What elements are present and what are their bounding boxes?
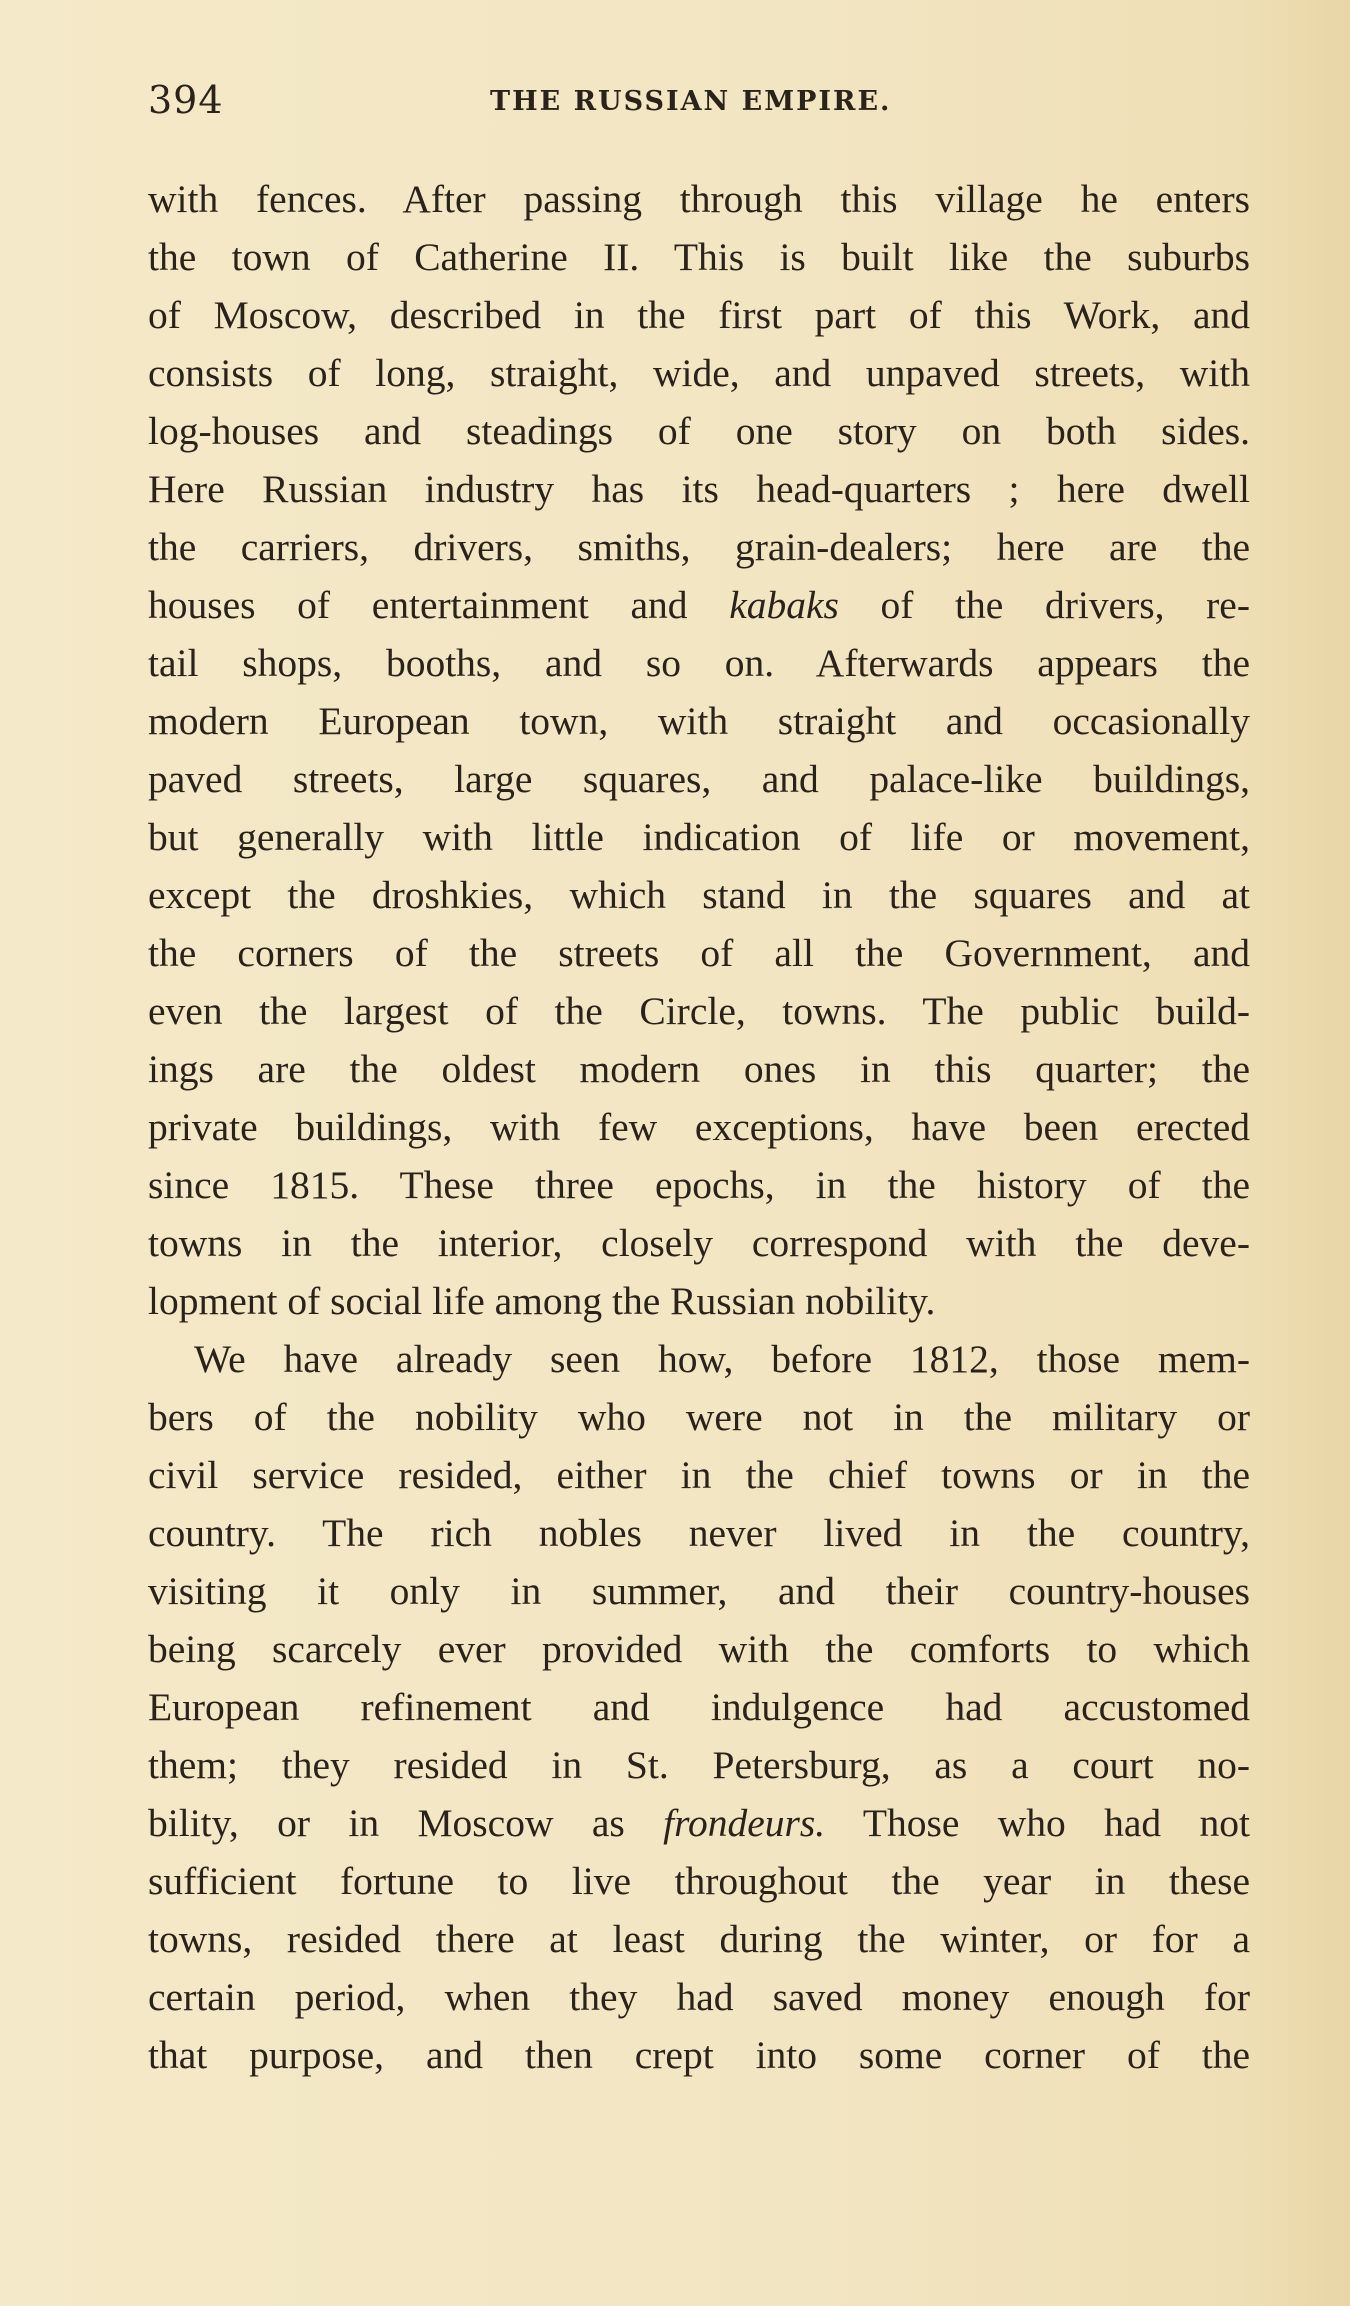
- text-line: sufficient fortune to live throughout the year in these: [148, 1859, 1250, 1903]
- text-line: but generally with little indication of life or movement,: [148, 815, 1250, 859]
- text-line: Here Russian industry has its head-quarters ; here dwell: [148, 467, 1250, 511]
- text-line: them; they resided in St. Petersburg, as a court no-: [148, 1743, 1250, 1787]
- text-segment: of the drivers, re-: [838, 583, 1250, 627]
- text-line: with fences. After passing through this village he enters: [148, 177, 1250, 221]
- text-line: log-houses and steadings of one story on both sides.: [148, 409, 1250, 453]
- text-line: bers of the nobility who were not in the military or: [148, 1395, 1250, 1439]
- text-line: European refinement and indulgence had accustomed: [148, 1685, 1250, 1729]
- text-line: consists of long, straight, wide, and unpaved streets, with: [148, 351, 1250, 395]
- text-line-with-italic: [148, 576, 1250, 634]
- text-line-with-italic: [148, 1794, 1250, 1852]
- text-line: ings are the oldest modern ones in this quarter; the: [148, 1047, 1250, 1091]
- text-line: except the droshkies, which stand in the squares and at: [148, 873, 1250, 917]
- page-number: 394: [148, 78, 224, 122]
- text-line: that purpose, and then crept into some corner of the: [148, 2033, 1250, 2077]
- text-line: of Moscow, described in the first part of this Work, and: [148, 293, 1250, 337]
- text-segment: houses of entertainment and: [148, 583, 730, 627]
- text-line: paved streets, large squares, and palace-like buildings,: [148, 757, 1250, 801]
- text-line: visiting it only in summer, and their country-houses: [148, 1569, 1250, 1613]
- italic-term: kabaks: [729, 583, 839, 627]
- running-title: THE RUSSIAN EMPIRE.: [490, 86, 892, 117]
- text-line: modern European town, with straight and occasionally: [148, 699, 1250, 743]
- running-head: [148, 78, 1248, 138]
- text-line: being scarcely ever provided with the comforts to which: [148, 1627, 1250, 1671]
- text-segment: bility, or in Moscow as: [148, 1801, 664, 1845]
- paragraph-last-line: lopment of social life among the Russian nobility.: [148, 1279, 936, 1323]
- text-line: the carriers, drivers, smiths, grain-dealers; here are the: [148, 525, 1250, 569]
- body-text: [148, 170, 1250, 2084]
- text-line: towns, resided there at least during the winter, or for a: [148, 1917, 1250, 1961]
- text-line: private buildings, with few exceptions, have been erected: [148, 1105, 1250, 1149]
- text-line: tail shops, booths, and so on. Afterwards appears the: [148, 641, 1250, 685]
- italic-term: frondeurs.: [663, 1801, 826, 1845]
- paragraph-first-line: We have already seen how, before 1812, those mem-: [194, 1337, 1250, 1381]
- text-line: the town of Catherine II. This is built like the suburbs: [148, 235, 1250, 279]
- text-line: towns in the interior, closely correspond with the deve-: [148, 1221, 1250, 1265]
- text-line: civil service resided, either in the chief towns or in the: [148, 1453, 1250, 1497]
- text-segment: Those who had not: [825, 1801, 1250, 1845]
- text-line: certain period, when they had saved money enough for: [148, 1975, 1250, 2019]
- text-line: the corners of the streets of all the Government, and: [148, 931, 1250, 975]
- text-line: even the largest of the Circle, towns. The public build-: [148, 989, 1250, 1033]
- text-line: country. The rich nobles never lived in the country,: [148, 1511, 1250, 1555]
- text-line: since 1815. These three epochs, in the history of the: [148, 1163, 1250, 1207]
